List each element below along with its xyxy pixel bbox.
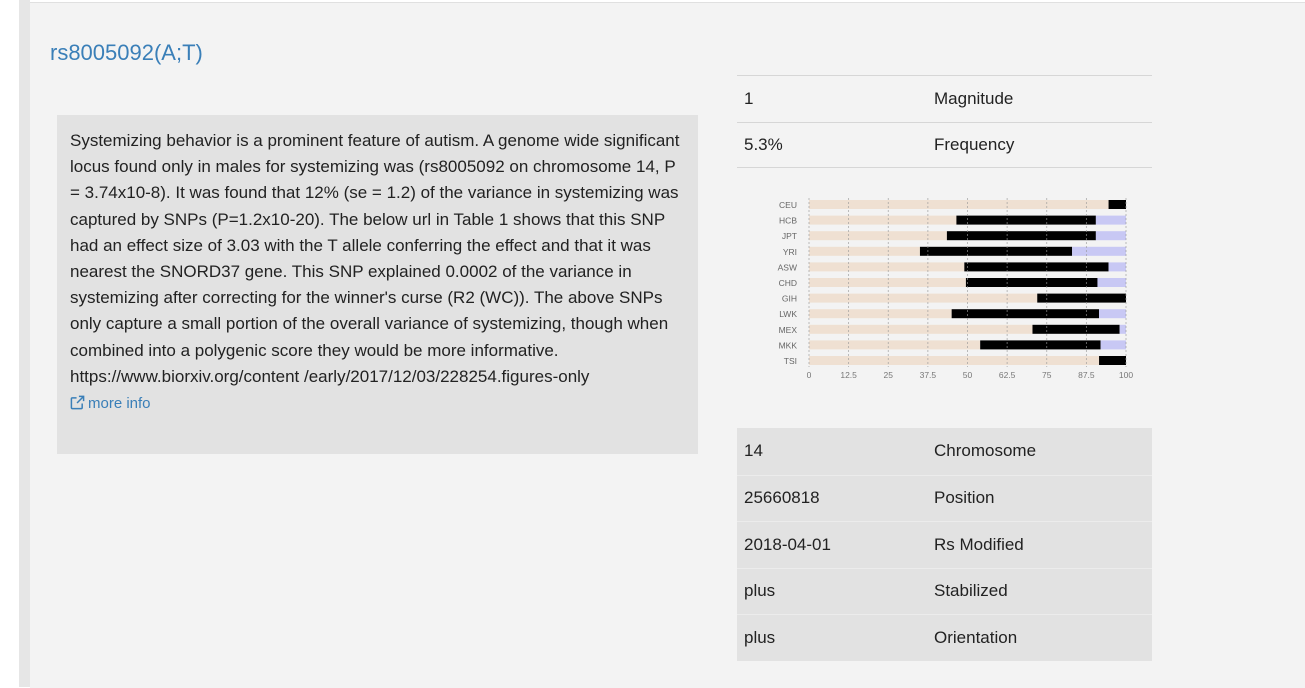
summary-row-magnitude xyxy=(737,75,1152,122)
bar-mex-segment-2 xyxy=(1120,325,1126,334)
bar-gih-segment-0 xyxy=(809,294,1037,303)
category-label-jpt: JPT xyxy=(781,231,797,242)
bar-jpt-segment-0 xyxy=(809,231,947,240)
chromosome-value: 14 xyxy=(744,441,763,461)
x-tick-label: 62.5 xyxy=(998,370,1016,380)
more-info-label: more info xyxy=(88,395,151,413)
position-value: 25660818 xyxy=(744,488,820,508)
x-tick-label: 87.5 xyxy=(1078,370,1095,380)
bar-mex-segment-1 xyxy=(1032,325,1119,334)
bar-yri-segment-0 xyxy=(809,247,920,256)
bar-asw-segment-2 xyxy=(1109,262,1126,271)
frequency-value: 5.3% xyxy=(744,134,783,154)
x-tick-label: 50 xyxy=(962,370,973,380)
category-label-mex: MEX xyxy=(778,324,797,335)
description-box xyxy=(57,115,698,454)
bar-jpt-segment-2 xyxy=(1096,231,1126,240)
category-label-mkk: MKK xyxy=(778,340,797,351)
population-frequency-chart xyxy=(762,192,1152,392)
stabilized-label: Stabilized xyxy=(934,581,1008,601)
bar-lwk-segment-0 xyxy=(809,309,952,318)
bar-mkk-segment-2 xyxy=(1101,340,1126,349)
chromosome-label: Chromosome xyxy=(934,441,1037,461)
bar-chd-segment-0 xyxy=(809,278,966,287)
x-tick-label: 75 xyxy=(1042,370,1052,380)
details-row-position xyxy=(737,475,1152,522)
bar-asw-segment-1 xyxy=(964,262,1108,271)
bar-asw-segment-0 xyxy=(809,262,964,271)
summary-table xyxy=(737,75,1152,168)
category-label-chd: CHD xyxy=(778,278,797,288)
frequency-label: Frequency xyxy=(934,134,1015,154)
bar-tsi-segment-1 xyxy=(1099,356,1126,365)
bar-lwk-segment-2 xyxy=(1099,309,1126,318)
description-text: Systemizing behavior is a prominent feature of autism. A genome wide significant locus found only in males for systemizing was (rs8005092 on chromosome 14, P = 3.74x10-8). It was found that 12% (se = 1.2) of the variance in systemizing was captured by SNPs (P=1.2x10-20). The below url in Table 1 shows that this SNP had an effect size of 3.03 with the T allele conferring the effect and that it was nearest the SNORD37 gene. This SNP explained 0.0002 of the variance in systemizing after correcting for the winner's curse (R2 (WC)). The above SNPs only capture a small portion of the overall variance of systemizing, though when combined into a polygenic score they would be more informative. https://www.biorxiv.org/content /early/2017/12/03/228254.figures-only xyxy=(70,131,680,386)
bar-yri-segment-1 xyxy=(920,247,1072,256)
stabilized-value: plus xyxy=(744,581,776,601)
snp-title-link[interactable]: rs8005092(A;T) xyxy=(50,40,203,65)
details-table xyxy=(737,428,1152,661)
bar-mkk-segment-1 xyxy=(980,340,1100,349)
x-tick-label: 12.5 xyxy=(840,370,857,380)
orientation-value: plus xyxy=(744,627,776,647)
bar-lwk-segment-1 xyxy=(952,309,1099,318)
orientation-label: Orientation xyxy=(934,627,1018,647)
category-label-ceu: CEU xyxy=(779,200,797,210)
bar-hcb-segment-2 xyxy=(1096,216,1126,225)
bar-chd-segment-2 xyxy=(1097,278,1126,287)
category-label-asw: ASW xyxy=(777,262,797,273)
left-rail xyxy=(19,0,30,687)
bar-yri-segment-2 xyxy=(1072,247,1126,256)
position-label: Position xyxy=(934,488,995,508)
x-tick-label: 0 xyxy=(806,370,812,380)
magnitude-value: 1 xyxy=(744,88,754,108)
category-label-yri: YRI xyxy=(782,246,797,257)
category-label-gih: GIH xyxy=(781,293,797,304)
bar-mex-segment-0 xyxy=(809,325,1032,334)
details-row-stabilized xyxy=(737,568,1152,615)
bar-tsi-segment-0 xyxy=(809,356,1099,365)
rs-modified-label: Rs Modified xyxy=(934,534,1024,554)
bar-hcb-segment-1 xyxy=(956,216,1095,225)
rs-modified-value: 2018-04-01 xyxy=(744,534,831,554)
bar-mkk-segment-0 xyxy=(809,340,980,349)
details-row-rs-modified xyxy=(737,521,1152,568)
x-tick-label: 25 xyxy=(883,370,893,380)
details-row-chromosome xyxy=(737,428,1152,475)
summary-row-frequency xyxy=(737,122,1152,169)
details-row-orientation xyxy=(737,614,1152,661)
bar-ceu-segment-0 xyxy=(809,200,1109,209)
x-tick-label: 37.5 xyxy=(919,370,937,380)
bar-ceu-segment-1 xyxy=(1109,200,1126,209)
external-link-icon xyxy=(70,395,85,410)
more-info-link[interactable] xyxy=(70,391,151,417)
category-label-lwk: LWK xyxy=(779,309,797,320)
category-label-tsi: TSI xyxy=(783,356,797,366)
bar-jpt-segment-1 xyxy=(947,231,1096,240)
x-tick-label: 100 xyxy=(1118,370,1134,380)
magnitude-label: Magnitude xyxy=(934,88,1014,108)
bar-chd-segment-1 xyxy=(966,278,1098,287)
category-label-hcb: HCB xyxy=(779,215,797,226)
bar-hcb-segment-0 xyxy=(809,216,956,225)
bar-gih-segment-1 xyxy=(1037,294,1126,303)
